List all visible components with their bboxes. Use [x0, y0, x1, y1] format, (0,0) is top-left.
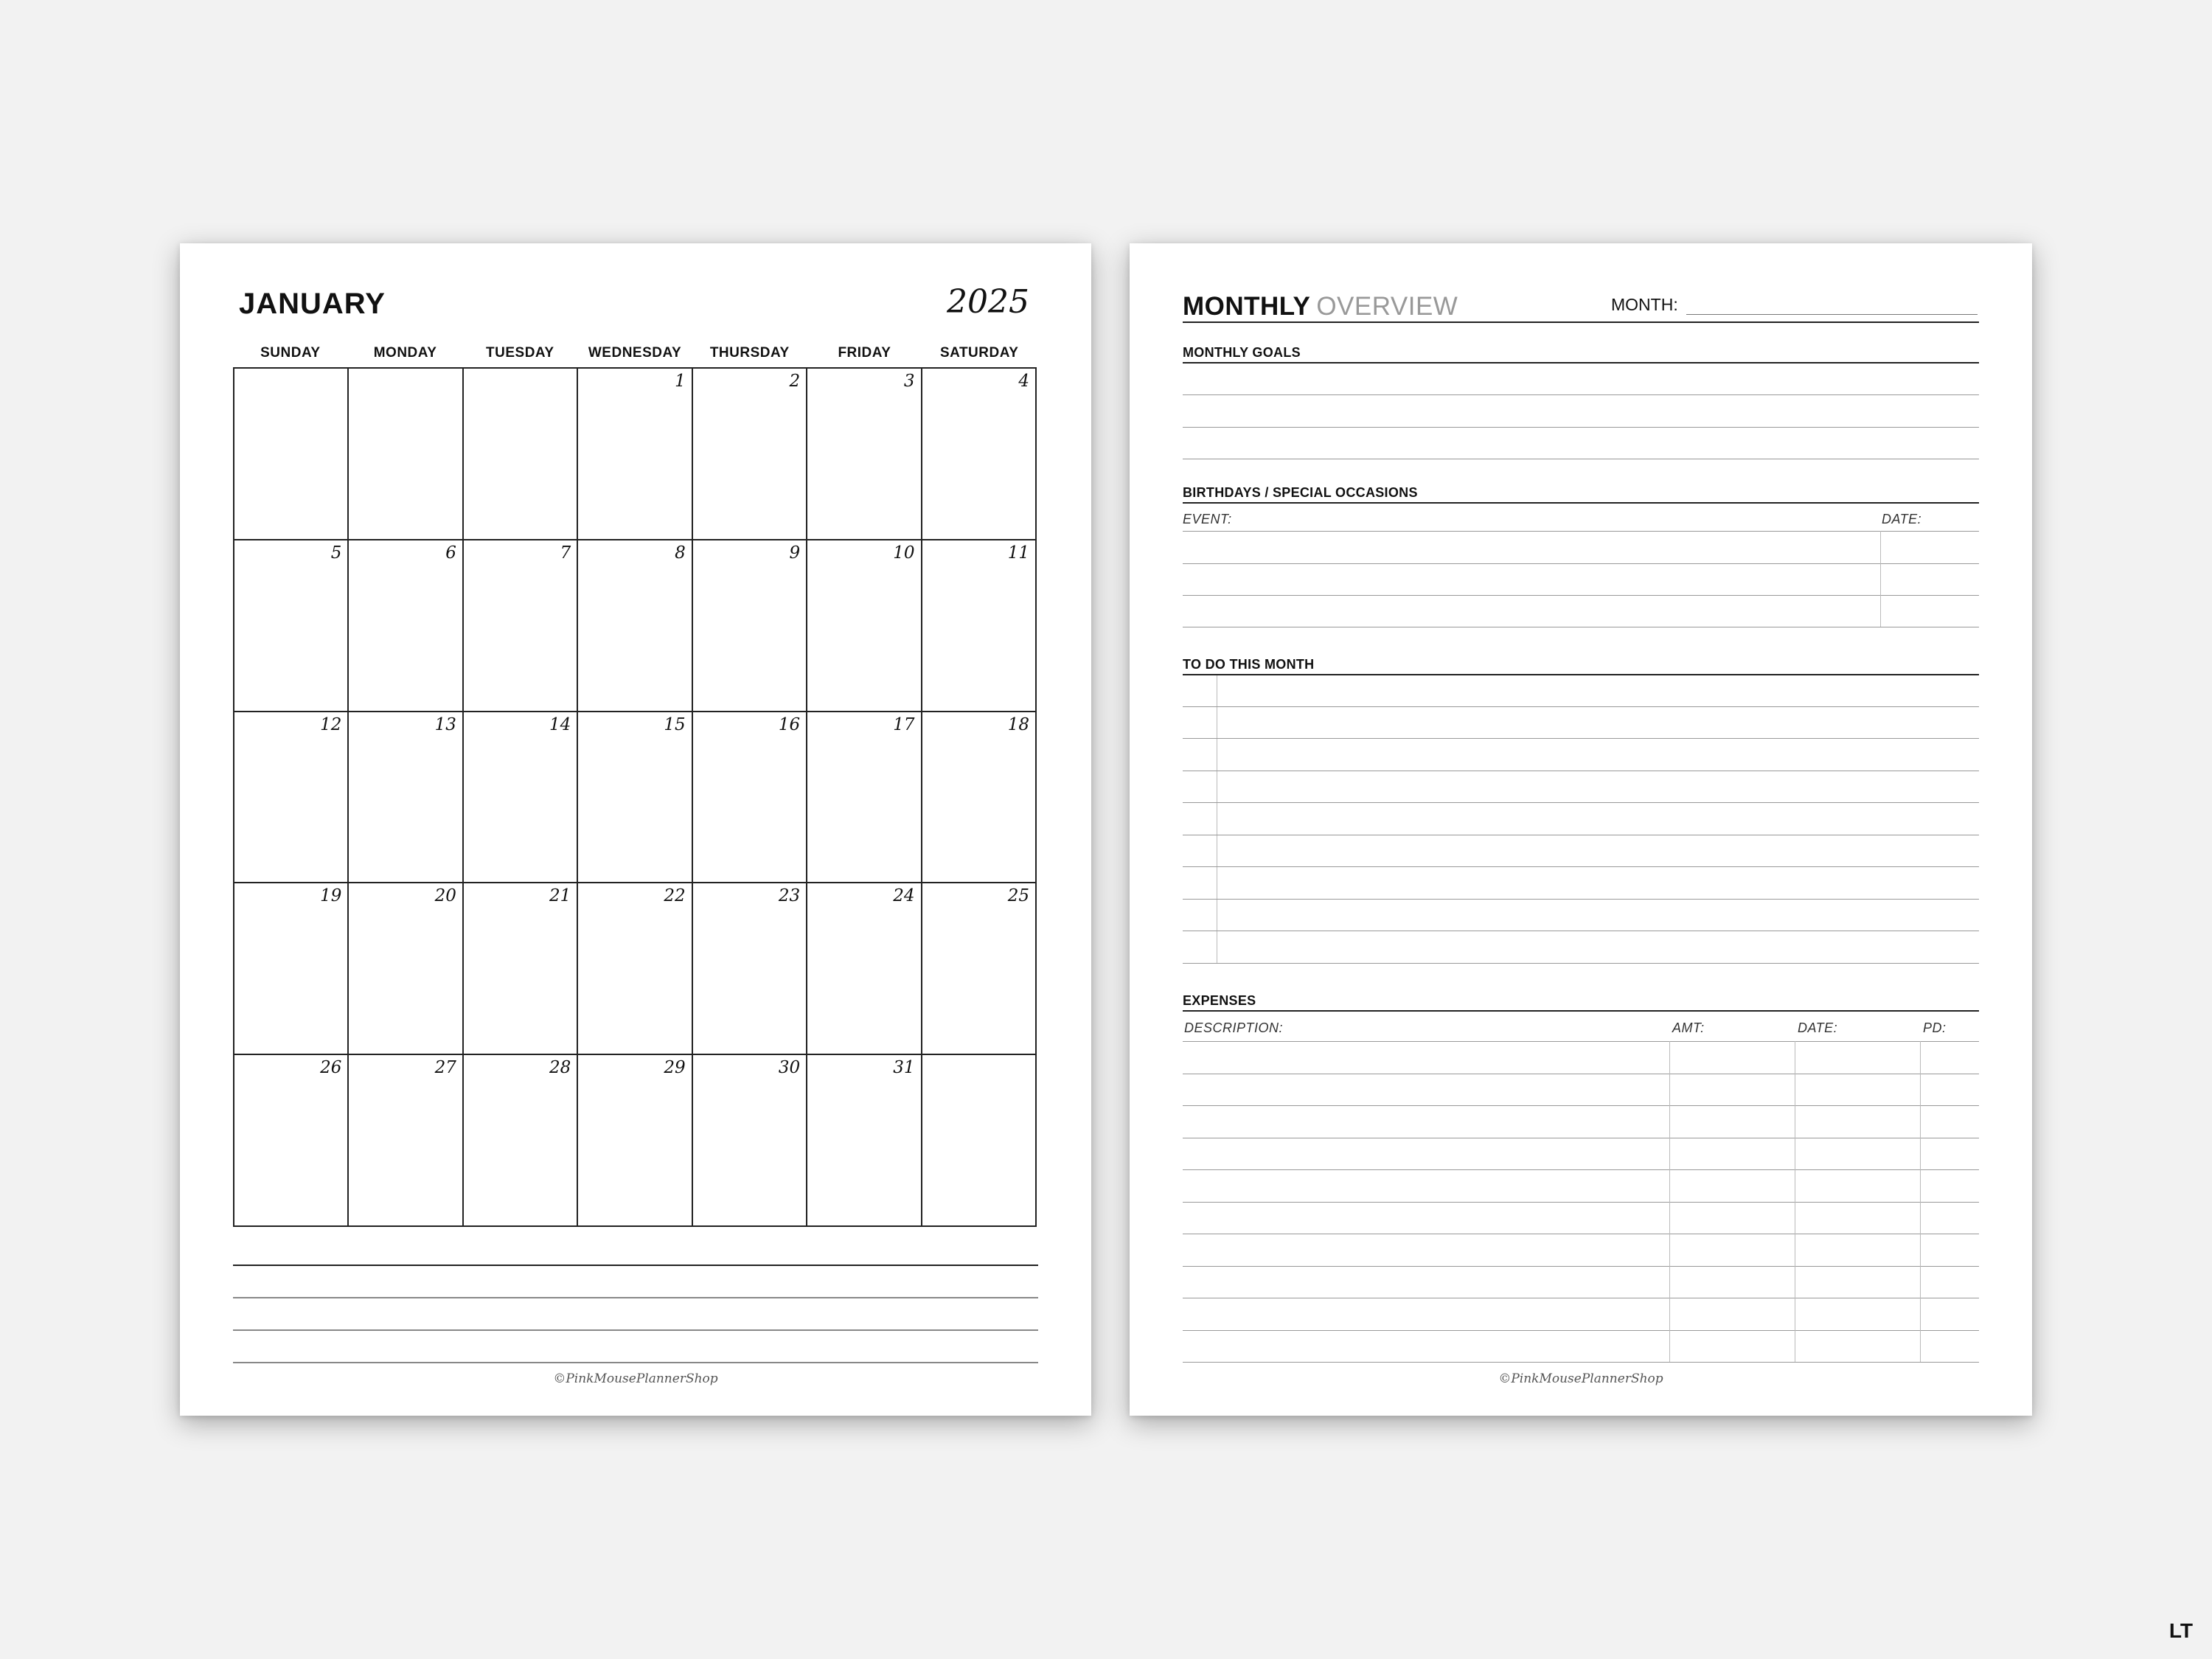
- goal-line[interactable]: [1183, 427, 1979, 428]
- day-cell[interactable]: [578, 712, 692, 884]
- notes-line[interactable]: [233, 1362, 1038, 1363]
- todo-line[interactable]: [1183, 963, 1979, 964]
- day-cell[interactable]: [693, 883, 807, 1055]
- todo-title: TO DO THIS MONTH: [1183, 657, 1315, 672]
- weekday-label: WEDNESDAY: [588, 345, 682, 361]
- todo-line[interactable]: [1183, 706, 1979, 707]
- day-number: 15: [664, 714, 686, 734]
- day-number: 24: [893, 886, 915, 906]
- birthdays-title: BIRTHDAYS / SPECIAL OCCASIONS: [1183, 485, 1418, 500]
- shop-signature: ©PinkMousePlannerShop: [1498, 1371, 1663, 1386]
- day-cell[interactable]: [693, 712, 807, 884]
- day-cell[interactable]: [234, 540, 349, 712]
- weekday-label: SATURDAY: [939, 345, 1019, 361]
- day-cell[interactable]: [464, 712, 578, 884]
- day-cell[interactable]: [464, 883, 578, 1055]
- date-label: DATE:: [1882, 512, 1922, 526]
- day-number: 6: [445, 543, 456, 563]
- calendar-page: [180, 243, 1091, 1416]
- day-number: 28: [549, 1058, 571, 1078]
- day-number: 25: [1007, 886, 1029, 906]
- year-title: 2025: [947, 283, 1029, 321]
- day-cell[interactable]: [234, 712, 349, 884]
- day-number: 11: [1007, 543, 1029, 563]
- day-number: 22: [664, 886, 686, 906]
- day-number: 5: [330, 543, 342, 563]
- day-number: 8: [675, 543, 686, 563]
- expense-line[interactable]: [1183, 1330, 1979, 1331]
- day-number: 31: [893, 1058, 915, 1078]
- birthday-line[interactable]: [1183, 563, 1979, 564]
- day-number: 7: [560, 543, 571, 563]
- expenses-title: EXPENSES: [1183, 993, 1256, 1008]
- day-number: 29: [664, 1058, 686, 1078]
- day-cell[interactable]: [807, 883, 922, 1055]
- goal-line[interactable]: [1183, 394, 1979, 395]
- day-number: 3: [903, 372, 915, 391]
- expense-description-header: DESCRIPTION:: [1184, 1020, 1284, 1035]
- section-rule: [1183, 674, 1979, 675]
- day-cell[interactable]: [693, 1055, 807, 1227]
- weekday-label: THURSDAY: [709, 345, 790, 361]
- birthday-line[interactable]: [1183, 531, 1979, 532]
- todo-line[interactable]: [1183, 738, 1979, 739]
- day-cell[interactable]: [922, 1055, 1037, 1227]
- expense-pd-header: PD:: [1923, 1020, 1947, 1035]
- title-light: OVERVIEW: [1316, 292, 1458, 321]
- day-cell[interactable]: [464, 540, 578, 712]
- todo-line[interactable]: [1183, 866, 1979, 867]
- day-number: 2: [789, 372, 801, 391]
- expense-line[interactable]: [1183, 1266, 1979, 1267]
- day-number: 30: [778, 1058, 801, 1078]
- day-cell[interactable]: [349, 712, 463, 884]
- day-number: 4: [1018, 372, 1029, 391]
- day-cell[interactable]: [693, 540, 807, 712]
- title-bold: MONTHLY: [1183, 292, 1311, 321]
- expense-line[interactable]: [1183, 1169, 1979, 1170]
- section-rule: [1183, 362, 1979, 364]
- overview-page: [1130, 243, 2032, 1416]
- day-cell[interactable]: [922, 540, 1037, 712]
- day-number: 19: [320, 886, 342, 906]
- day-cell[interactable]: [807, 1055, 922, 1227]
- day-cell[interactable]: [349, 883, 463, 1055]
- birthday-line[interactable]: [1183, 595, 1979, 596]
- day-cell[interactable]: [464, 1055, 578, 1227]
- day-cell[interactable]: [807, 712, 922, 884]
- day-number: 1: [675, 372, 686, 391]
- date-divider: [1880, 531, 1881, 627]
- todo-line[interactable]: [1183, 802, 1979, 803]
- day-number: 14: [549, 714, 571, 734]
- notes-line[interactable]: [233, 1265, 1038, 1266]
- notes-line[interactable]: [233, 1297, 1038, 1298]
- day-cell[interactable]: [578, 1055, 692, 1227]
- day-cell[interactable]: [578, 883, 692, 1055]
- day-cell[interactable]: [922, 369, 1037, 540]
- day-cell[interactable]: [922, 712, 1037, 884]
- day-cell[interactable]: [693, 369, 807, 540]
- day-cell[interactable]: [234, 369, 349, 540]
- expense-line[interactable]: [1183, 1105, 1979, 1106]
- day-number: 10: [893, 543, 915, 563]
- day-cell[interactable]: [234, 1055, 349, 1227]
- amt-divider: [1669, 1041, 1670, 1362]
- day-cell[interactable]: [464, 369, 578, 540]
- day-number: 23: [778, 886, 801, 906]
- expense-line[interactable]: [1183, 1041, 1979, 1042]
- day-cell[interactable]: [349, 540, 463, 712]
- day-cell[interactable]: [578, 540, 692, 712]
- weekday-header: [233, 345, 1037, 361]
- month-field[interactable]: [1686, 314, 1978, 315]
- month-title: JANUARY: [239, 288, 386, 320]
- todo-line[interactable]: [1183, 899, 1979, 900]
- shop-signature: ©PinkMousePlannerShop: [553, 1371, 718, 1386]
- corner-mark: LT: [2168, 1619, 2193, 1642]
- day-cell[interactable]: [578, 369, 692, 540]
- weekday-label: FRIDAY: [838, 345, 891, 361]
- weekday-label: SUNDAY: [260, 345, 321, 361]
- expense-line[interactable]: [1183, 1362, 1979, 1363]
- day-cell[interactable]: [807, 369, 922, 540]
- expense-date-header: DATE:: [1798, 1020, 1838, 1035]
- calendar-grid: [233, 367, 1037, 1227]
- event-label: EVENT:: [1183, 512, 1232, 526]
- day-number: 18: [1007, 714, 1029, 734]
- day-number: 26: [320, 1058, 342, 1078]
- weekday-label: MONDAY: [373, 345, 437, 361]
- day-cell[interactable]: [234, 883, 349, 1055]
- day-cell[interactable]: [922, 883, 1037, 1055]
- month-label: MONTH:: [1611, 295, 1678, 314]
- section-rule: [1183, 502, 1979, 504]
- day-number: 12: [320, 714, 342, 734]
- day-number: 27: [434, 1058, 456, 1078]
- day-number: 16: [778, 714, 801, 734]
- day-number: 21: [549, 886, 571, 906]
- page-title: [1183, 292, 1458, 321]
- expense-line[interactable]: [1183, 1202, 1979, 1203]
- notes-line[interactable]: [233, 1329, 1038, 1331]
- day-number: 13: [434, 714, 456, 734]
- expense-amt-header: AMT:: [1672, 1020, 1705, 1035]
- day-cell[interactable]: [807, 540, 922, 712]
- section-rule: [1183, 1010, 1979, 1012]
- title-rule: [1183, 321, 1979, 323]
- day-cell[interactable]: [349, 1055, 463, 1227]
- day-number: 9: [789, 543, 801, 563]
- day-number: 20: [434, 886, 456, 906]
- day-number: 17: [893, 714, 915, 734]
- pd-divider: [1920, 1041, 1921, 1362]
- weekday-label: TUESDAY: [486, 345, 554, 361]
- goals-title: MONTHLY GOALS: [1183, 345, 1301, 360]
- day-cell[interactable]: [349, 369, 463, 540]
